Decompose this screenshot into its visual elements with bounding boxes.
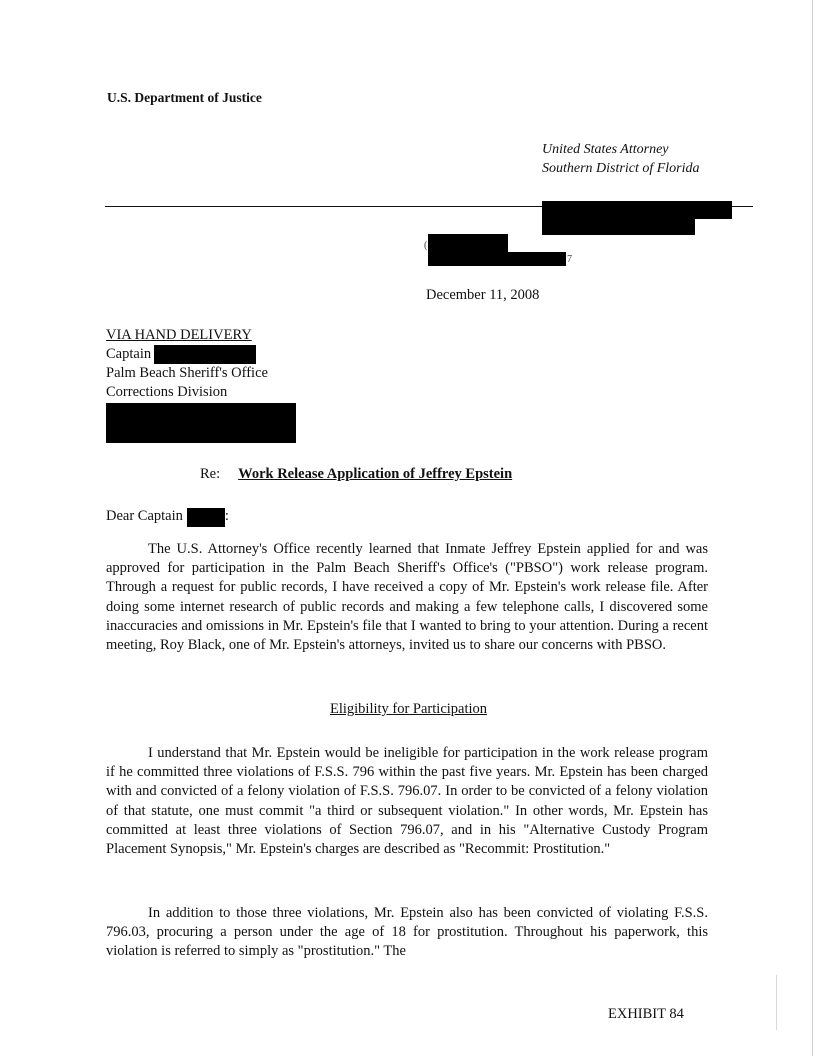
delivery-method: VIA HAND DELIVERY: [106, 327, 252, 343]
office-block: [542, 140, 700, 178]
paragraph-2-text: I understand that Mr. Epstein would be ineligible for participation in the work release program if he committed three violations of F.S.S. 796 within the past five years. Mr. Epstein has been charged with and convicted of a felony violation of F.S.S. 796.07. In order to be convicted of a felony violation of that statute, one must commit "a third or subsequent violation." In other words, Mr. Epstein has committed at least three violations of Section 796.07, and in his "Alternative Custody Program Placement Synopsis," Mr. Epstein's charges are described as "Recommit: Prostitution.": [106, 745, 708, 858]
salutation-colon: :: [224, 508, 229, 524]
scan-mark: [776, 975, 777, 1030]
paragraph-1: [106, 540, 708, 655]
paragraph-1-text: The U.S. Attorney's Office recently learned that Inmate Jeffrey Epstein applied for and was approved for participation in the Palm Beach Sheriff's Office's ("PBSO") work release program. Through a request for public records, I have received a copy of Mr. Epstein's work release file. After doing some internet research of public records and making a few telephone calls, I discovered some inaccuracies and omissions in Mr. Epstein's file that I wanted to bring to your attention. During a recent meeting, Roy Black, one of Mr. Epstein's attorneys, invited us to share our concerns with PBSO.: [106, 541, 708, 654]
office-line-1: United States Attorney: [542, 142, 669, 157]
re-line: [200, 466, 512, 483]
redaction-box: [542, 201, 732, 219]
salutation-text: Dear Captain: [106, 508, 183, 524]
paragraph-3-text: In addition to those three violations, Mr. Epstein also has been convicted of violating F.S.S. 796.03, procuring a person under the age of 18 for prostitution. Throughout his paperwork, this violation is referred to simply as "prostitution." The: [106, 905, 708, 960]
paragraph-2: [106, 744, 708, 859]
recipient-title: Captain: [106, 346, 152, 362]
agency-name: U.S. Department of Justice: [107, 90, 262, 105]
redaction-box: [187, 508, 225, 527]
reference-fragment-right: 7: [567, 254, 572, 265]
paragraph-3: [106, 904, 708, 962]
re-label: Re:: [200, 466, 221, 482]
redaction-box: [106, 403, 296, 443]
salutation: [106, 508, 229, 527]
recipient-org: Palm Beach Sheriff's Office: [106, 365, 268, 381]
letter-date: December 11, 2008: [426, 287, 540, 303]
recipient-title-line: [106, 345, 268, 364]
exhibit-label: EXHIBIT 84: [608, 1006, 684, 1022]
redaction-box: [542, 219, 695, 235]
office-line-2: Southern District of Florida: [542, 161, 700, 176]
redaction-box: [428, 234, 508, 252]
redaction-box: [428, 252, 566, 266]
section-heading: Eligibility for Participation: [329, 701, 488, 717]
recipient-address: [106, 326, 268, 402]
re-subject: Work Release Application of Jeffrey Epstein: [238, 466, 513, 482]
page-edge: [812, 0, 813, 1056]
redaction-box: [154, 345, 256, 364]
reference-fragment-left: (: [424, 240, 428, 251]
recipient-division: Corrections Division: [106, 384, 228, 400]
